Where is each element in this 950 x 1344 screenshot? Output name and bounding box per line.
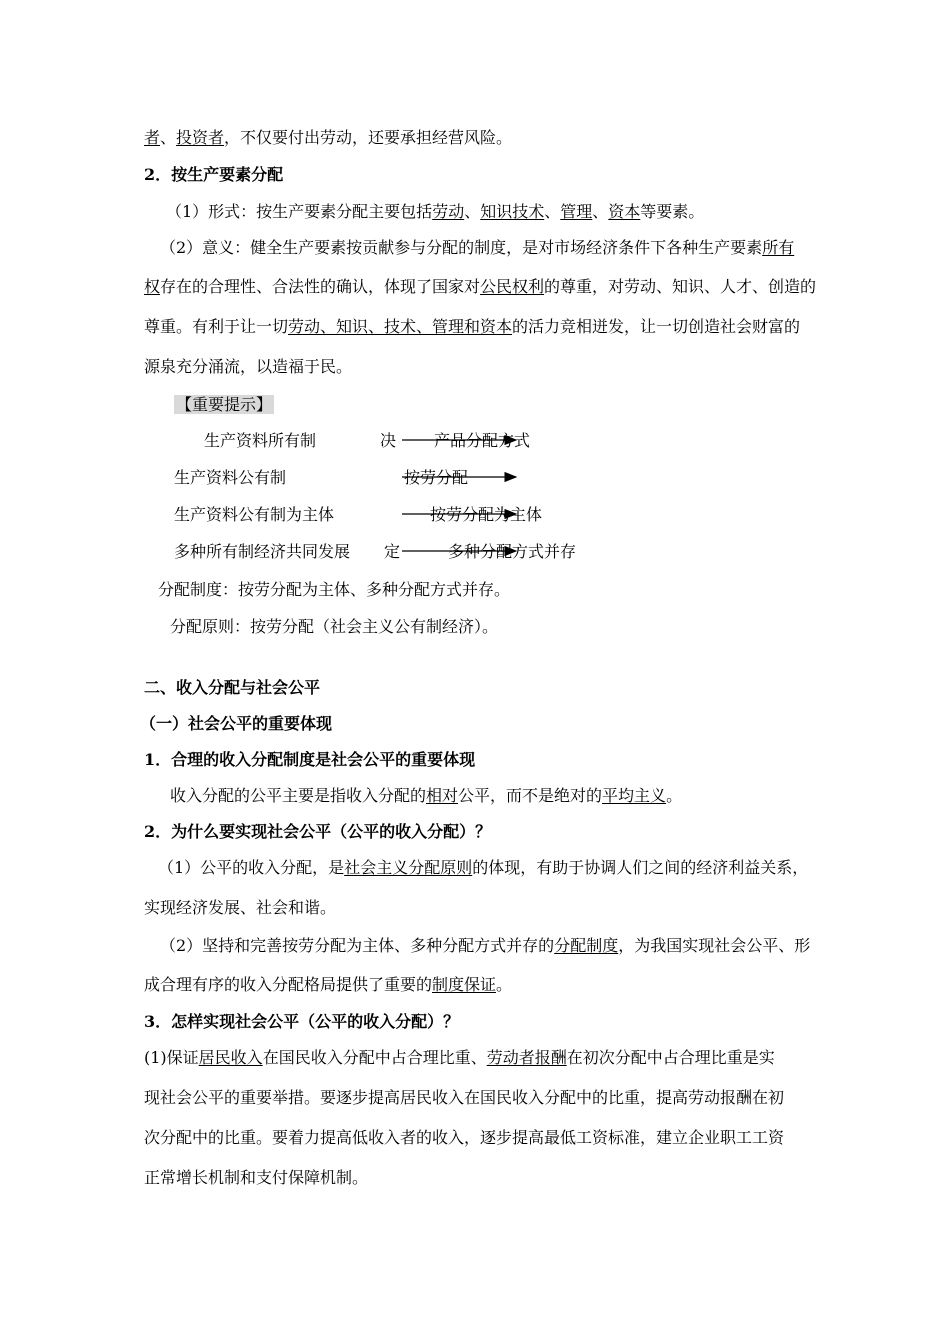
diagram-public-main: 生产资料公有制为主体 bbox=[174, 505, 335, 524]
para-meaning-line4: 源泉充分涌流，以造福于民。 bbox=[144, 357, 353, 376]
underlined-term: 相对 bbox=[426, 786, 459, 805]
important-tip-label: 【重要提示】 bbox=[176, 395, 273, 414]
underlined-term: 劳动 bbox=[432, 202, 465, 221]
diagram-distribution-mode: 产品分配方式 bbox=[434, 431, 531, 450]
para-investors: 者、投资者，不仅要付出劳动，还要承担经营风险。 bbox=[144, 128, 513, 147]
underlined-term: 资本 bbox=[608, 202, 641, 221]
underlined-term: 劳动者报酬 bbox=[486, 1048, 567, 1067]
underlined-term: 者 bbox=[144, 128, 161, 147]
diagram-labor-main: 按劳分配为主体 bbox=[430, 505, 543, 524]
underlined-term: 居民收入 bbox=[198, 1048, 263, 1067]
underlined-term: 社会主义分配原则 bbox=[344, 858, 473, 877]
para-meaning-line1: （2）意义：健全生产要素按贡献参与分配的制度，是对市场经济条件下各种生产要素所有 bbox=[160, 238, 795, 257]
distribution-principle: 分配原则：按劳分配（社会主义公有制经济）。 bbox=[170, 617, 499, 636]
diagram-multi-distribution: 多种分配方式并存 bbox=[448, 542, 577, 561]
para-q2-1-line2: 实现经济发展、社会和谐。 bbox=[144, 898, 337, 917]
underlined-term: 平均主义 bbox=[602, 786, 667, 805]
underlined-term: 权 bbox=[144, 277, 161, 296]
diagram-multi-ownership: 多种所有制经济共同发展 bbox=[174, 542, 351, 561]
para-q2-1-line1: （1）公平的收入分配，是社会主义分配原则的体现，有助于协调人们之间的经济利益关系， bbox=[158, 858, 809, 877]
para-meaning-line2: 权存在的合理性、合法性的确认，体现了国家对公民权利的尊重，对劳动、知识、人才、创造的 bbox=[144, 277, 817, 296]
para-q2-2-line2: 成合理有序的收入分配格局提供了重要的制度保证。 bbox=[144, 975, 513, 994]
para-form: （1）形式：按生产要素分配主要包括劳动、知识技术、管理、资本等要素。 bbox=[166, 202, 705, 221]
section-heading-2: 二、收入分配与社会公平 bbox=[144, 678, 321, 697]
diagram-labor-distribution: 按劳分配 bbox=[404, 468, 469, 487]
underlined-term: 制度保证 bbox=[432, 975, 497, 994]
para-q1-answer: 收入分配的公平主要是指收入分配的相对公平，而不是绝对的平均主义。 bbox=[170, 786, 683, 805]
diagram-public-ownership: 生产资料公有制 bbox=[174, 468, 287, 487]
underlined-term: 知识技术 bbox=[480, 202, 545, 221]
diagram-determines-1: 决 bbox=[380, 431, 397, 450]
heading-q1: 1．合理的收入分配制度是社会公平的重要体现 bbox=[144, 750, 476, 769]
heading-factor-distribution: 2．按生产要素分配 bbox=[144, 165, 284, 184]
underlined-term: 劳动、知识、技术、管理和资本 bbox=[288, 317, 513, 336]
para-q2-2-line1: （2）坚持和完善按劳分配为主体、多种分配方式并存的分配制度，为我国实现社会公平、形 bbox=[160, 936, 811, 955]
diagram-determines-2: 定 bbox=[384, 542, 401, 561]
underlined-term: 所有 bbox=[762, 238, 795, 257]
diagram-ownership: 生产资料所有制 bbox=[204, 431, 317, 450]
underlined-term: 管理 bbox=[560, 202, 593, 221]
underlined-term: 公民权利 bbox=[480, 277, 545, 296]
heading-q3: 3．怎样实现社会公平（公平的收入分配）？ bbox=[144, 1012, 460, 1031]
para-meaning-line3: 尊重。有利于让一切劳动、知识、技术、管理和资本的活力竞相迸发，让一切创造社会财富的 bbox=[144, 317, 801, 336]
underlined-term: 投资者 bbox=[176, 128, 225, 147]
para-q3-line1: (1)保证居民收入在国民收入分配中占合理比重、劳动者报酬在初次分配中占合理比重是实 bbox=[144, 1048, 775, 1067]
para-q3-line3: 次分配中的比重。要着力提高低收入者的收入，逐步提高最低工资标准，建立企业职工工资 bbox=[144, 1128, 785, 1147]
subsection-heading-1: （一）社会公平的重要体现 bbox=[140, 714, 333, 733]
underlined-term: 分配制度 bbox=[554, 936, 619, 955]
heading-q2: 2．为什么要实现社会公平（公平的收入分配）？ bbox=[144, 822, 492, 841]
para-q3-line2: 现社会公平的重要举措。要逐步提高居民收入在国民收入分配中的比重，提高劳动报酬在初 bbox=[144, 1088, 785, 1107]
para-q3-line4: 正常增长机制和支付保障机制。 bbox=[144, 1168, 369, 1187]
distribution-system: 分配制度：按劳分配为主体、多种分配方式并存。 bbox=[158, 580, 511, 599]
